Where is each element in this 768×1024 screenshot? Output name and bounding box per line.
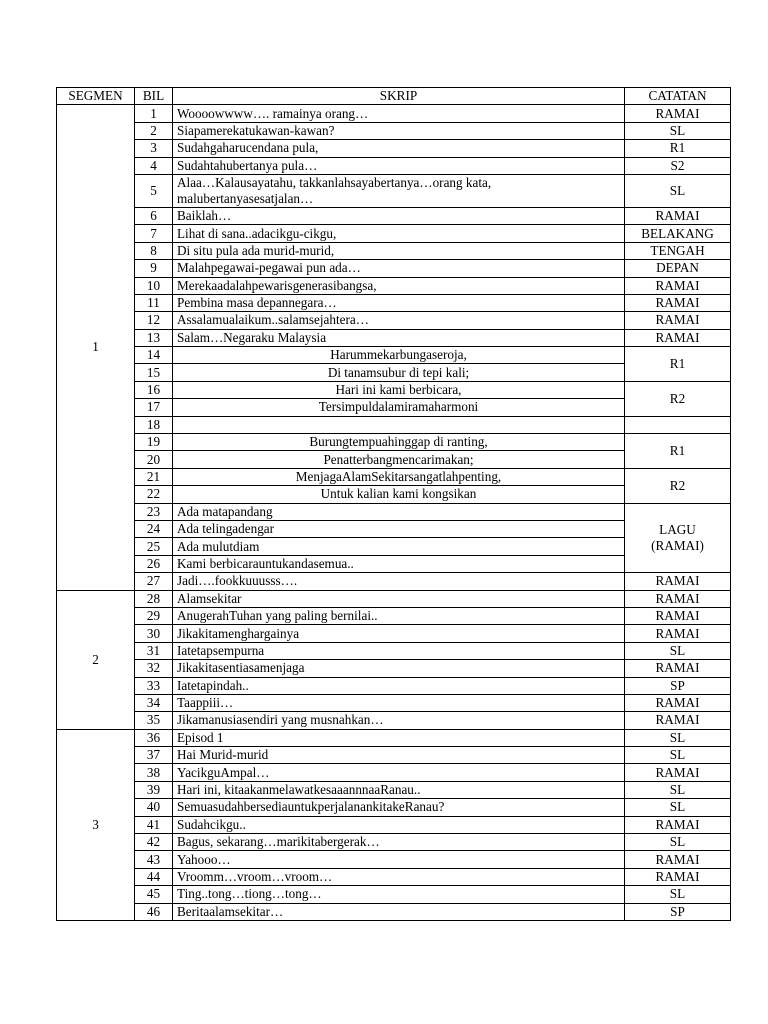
skrip-cell: Hari ini kami berbicara, — [173, 381, 625, 398]
table-row — [57, 312, 731, 329]
table-row — [57, 347, 731, 364]
table-row — [57, 642, 731, 659]
skrip-cell: SemuasudahbersediauntukperjalanankitakeRanau? — [173, 799, 625, 816]
bil-cell: 25 — [135, 538, 173, 555]
bil-cell: 12 — [135, 312, 173, 329]
header-row — [57, 88, 731, 105]
table-row — [57, 260, 731, 277]
table-row — [57, 157, 731, 174]
catatan-cell: RAMAI — [625, 105, 731, 122]
skrip-cell: Salam…Negaraku Malaysia — [173, 329, 625, 346]
skrip-cell: Jadi….fookkuuusss…. — [173, 573, 625, 590]
table-row — [57, 886, 731, 903]
table-row — [57, 225, 731, 242]
catatan-cell: RAMAI — [625, 764, 731, 781]
catatan-cell: RAMAI — [625, 694, 731, 711]
skrip-cell: Siapamerekatukawan-kawan? — [173, 122, 625, 139]
catatan-cell: RAMAI — [625, 851, 731, 868]
skrip-cell: Burungtempuahinggap di ranting, — [173, 434, 625, 451]
catatan-cell: RAMAI — [625, 816, 731, 833]
catatan-cell — [625, 416, 731, 433]
table-row — [57, 140, 731, 157]
bil-cell: 36 — [135, 729, 173, 746]
table-row — [57, 468, 731, 485]
skrip-cell: Alamsekitar — [173, 590, 625, 607]
catatan-cell: RAMAI — [625, 607, 731, 624]
bil-cell: 21 — [135, 468, 173, 485]
table-row — [57, 381, 731, 398]
catatan-cell: RAMAI — [625, 207, 731, 224]
bil-cell: 8 — [135, 242, 173, 259]
table-row — [57, 607, 731, 624]
bil-cell: 9 — [135, 260, 173, 277]
bil-cell: 28 — [135, 590, 173, 607]
bil-cell: 6 — [135, 207, 173, 224]
skrip-cell: AnugerahTuhan yang paling bernilai.. — [173, 607, 625, 624]
bil-cell: 35 — [135, 712, 173, 729]
catatan-cell: SL — [625, 642, 731, 659]
header-bil: BIL — [135, 88, 173, 105]
table-row — [57, 903, 731, 920]
table-row — [57, 122, 731, 139]
bil-cell: 16 — [135, 381, 173, 398]
bil-cell: 38 — [135, 764, 173, 781]
bil-cell: 26 — [135, 555, 173, 572]
table-row — [57, 747, 731, 764]
catatan-cell: DEPAN — [625, 260, 731, 277]
catatan-cell: RAMAI — [625, 312, 731, 329]
catatan-cell: RAMAI — [625, 712, 731, 729]
skrip-cell: Assalamualaikum..salamsejahtera… — [173, 312, 625, 329]
bil-cell: 29 — [135, 607, 173, 624]
table-row — [57, 625, 731, 642]
table-row — [57, 816, 731, 833]
table-row — [57, 834, 731, 851]
bil-cell: 45 — [135, 886, 173, 903]
bil-cell: 39 — [135, 781, 173, 798]
catatan-cell: BELAKANG — [625, 225, 731, 242]
skrip-cell: Harummekarbungaseroja, — [173, 347, 625, 364]
bil-cell: 30 — [135, 625, 173, 642]
table-row — [57, 277, 731, 294]
catatan-cell: SL — [625, 834, 731, 851]
table-row — [57, 851, 731, 868]
skrip-cell: Untuk kalian kami kongsikan — [173, 486, 625, 503]
skrip-cell: Beritaalamsekitar… — [173, 903, 625, 920]
catatan-cell: R1 — [625, 140, 731, 157]
bil-cell: 23 — [135, 503, 173, 520]
skrip-cell: Vroomm…vroom…vroom… — [173, 868, 625, 885]
catatan-cell: SL — [625, 781, 731, 798]
catatan-cell: SL — [625, 122, 731, 139]
table-row — [57, 105, 731, 122]
skrip-cell — [173, 416, 625, 433]
bil-cell: 15 — [135, 364, 173, 381]
table-row — [57, 660, 731, 677]
table-row — [57, 207, 731, 224]
table-row — [57, 416, 731, 433]
bil-cell: 3 — [135, 140, 173, 157]
skrip-cell: Sudahgaharucendana pula, — [173, 140, 625, 157]
header-skrip: SKRIP — [173, 88, 625, 105]
table-row — [57, 242, 731, 259]
bil-cell: 31 — [135, 642, 173, 659]
table-row — [57, 590, 731, 607]
table-row — [57, 694, 731, 711]
table-row — [57, 174, 731, 207]
header-catatan: CATATAN — [625, 88, 731, 105]
table-row — [57, 729, 731, 746]
skrip-cell: Alaa…Kalausayatahu, takkanlahsayabertanya…orang kata, malubertanyasesatjalan… — [173, 174, 625, 207]
skrip-cell: Di situ pula ada murid-murid, — [173, 242, 625, 259]
catatan-cell: SP — [625, 903, 731, 920]
segment-label: 2 — [57, 590, 135, 729]
bil-cell: 27 — [135, 573, 173, 590]
bil-cell: 20 — [135, 451, 173, 468]
table-row — [57, 868, 731, 885]
catatan-cell: RAMAI — [625, 277, 731, 294]
skrip-cell: Malahpegawai-pegawai pun ada… — [173, 260, 625, 277]
catatan-cell: LAGU (RAMAI) — [625, 503, 731, 573]
skrip-cell: Baiklah… — [173, 207, 625, 224]
catatan-cell: R1 — [625, 434, 731, 469]
bil-cell: 4 — [135, 157, 173, 174]
skrip-cell: Jikamanusiasendiri yang musnahkan… — [173, 712, 625, 729]
bil-cell: 1 — [135, 105, 173, 122]
table-row — [57, 764, 731, 781]
bil-cell: 22 — [135, 486, 173, 503]
catatan-cell: SL — [625, 747, 731, 764]
script-table — [56, 87, 731, 921]
skrip-cell: Yahooo… — [173, 851, 625, 868]
skrip-cell: YacikguAmpal… — [173, 764, 625, 781]
skrip-cell: Lihat di sana..adacikgu-cikgu, — [173, 225, 625, 242]
bil-cell: 2 — [135, 122, 173, 139]
catatan-cell: RAMAI — [625, 660, 731, 677]
skrip-cell: Hari ini, kitaakanmelawatkesaaannnaaRanau.. — [173, 781, 625, 798]
bil-cell: 7 — [135, 225, 173, 242]
bil-cell: 14 — [135, 347, 173, 364]
skrip-cell: Penatterbangmencarimakan; — [173, 451, 625, 468]
skrip-cell: Ada matapandang — [173, 503, 625, 520]
catatan-cell: SL — [625, 729, 731, 746]
skrip-cell: Ada telingadengar — [173, 520, 625, 537]
skrip-cell: Bagus, sekarang…marikitabergerak… — [173, 834, 625, 851]
table-row — [57, 503, 731, 520]
bil-cell: 5 — [135, 174, 173, 207]
skrip-cell: Kami berbicarauntukandasemua.. — [173, 555, 625, 572]
catatan-cell: RAMAI — [625, 573, 731, 590]
skrip-cell: Jikakitasentiasamenjaga — [173, 660, 625, 677]
skrip-cell: Di tanamsubur di tepi kali; — [173, 364, 625, 381]
catatan-cell: R1 — [625, 347, 731, 382]
skrip-cell: MenjagaAlamSekitarsangatlahpenting, — [173, 468, 625, 485]
bil-cell: 11 — [135, 294, 173, 311]
catatan-cell: RAMAI — [625, 868, 731, 885]
bil-cell: 24 — [135, 520, 173, 537]
bil-cell: 44 — [135, 868, 173, 885]
catatan-cell: S2 — [625, 157, 731, 174]
table-row — [57, 294, 731, 311]
bil-cell: 19 — [135, 434, 173, 451]
bil-cell: 33 — [135, 677, 173, 694]
table-body — [57, 105, 731, 921]
catatan-cell: SL — [625, 886, 731, 903]
segment-label: 1 — [57, 105, 135, 590]
bil-cell: 43 — [135, 851, 173, 868]
table-row — [57, 712, 731, 729]
skrip-cell: Sudahcikgu.. — [173, 816, 625, 833]
bil-cell: 46 — [135, 903, 173, 920]
bil-cell: 41 — [135, 816, 173, 833]
skrip-cell: Woooowwww…. ramainya orang… — [173, 105, 625, 122]
catatan-cell: SL — [625, 174, 731, 207]
table-row — [57, 781, 731, 798]
catatan-cell: TENGAH — [625, 242, 731, 259]
skrip-cell: Episod 1 — [173, 729, 625, 746]
bil-cell: 18 — [135, 416, 173, 433]
header-segmen: SEGMEN — [57, 88, 135, 105]
bil-cell: 40 — [135, 799, 173, 816]
skrip-cell: Merekaadalahpewarisgenerasibangsa, — [173, 277, 625, 294]
table-row — [57, 677, 731, 694]
catatan-cell: RAMAI — [625, 625, 731, 642]
bil-cell: 34 — [135, 694, 173, 711]
segment-label: 3 — [57, 729, 135, 920]
bil-cell: 10 — [135, 277, 173, 294]
skrip-cell: Pembina masa depannegara… — [173, 294, 625, 311]
skrip-cell: Iatetapindah.. — [173, 677, 625, 694]
catatan-cell: R2 — [625, 468, 731, 503]
bil-cell: 42 — [135, 834, 173, 851]
table-row — [57, 329, 731, 346]
catatan-cell: RAMAI — [625, 294, 731, 311]
catatan-cell: R2 — [625, 381, 731, 416]
skrip-cell: Hai Murid-murid — [173, 747, 625, 764]
skrip-cell: Jikakitamenghargainya — [173, 625, 625, 642]
table-row — [57, 573, 731, 590]
skrip-cell: Sudahtahubertanya pula… — [173, 157, 625, 174]
catatan-cell: SP — [625, 677, 731, 694]
table-row — [57, 799, 731, 816]
catatan-cell: RAMAI — [625, 590, 731, 607]
bil-cell: 13 — [135, 329, 173, 346]
table-row — [57, 434, 731, 451]
bil-cell: 37 — [135, 747, 173, 764]
skrip-cell: Ting..tong…tiong…tong… — [173, 886, 625, 903]
skrip-cell: Ada mulutdiam — [173, 538, 625, 555]
skrip-cell: Taappiii… — [173, 694, 625, 711]
catatan-cell: SL — [625, 799, 731, 816]
skrip-cell: Iatetapsempurna — [173, 642, 625, 659]
bil-cell: 17 — [135, 399, 173, 416]
skrip-cell: Tersimpuldalamiramaharmoni — [173, 399, 625, 416]
catatan-cell: RAMAI — [625, 329, 731, 346]
bil-cell: 32 — [135, 660, 173, 677]
